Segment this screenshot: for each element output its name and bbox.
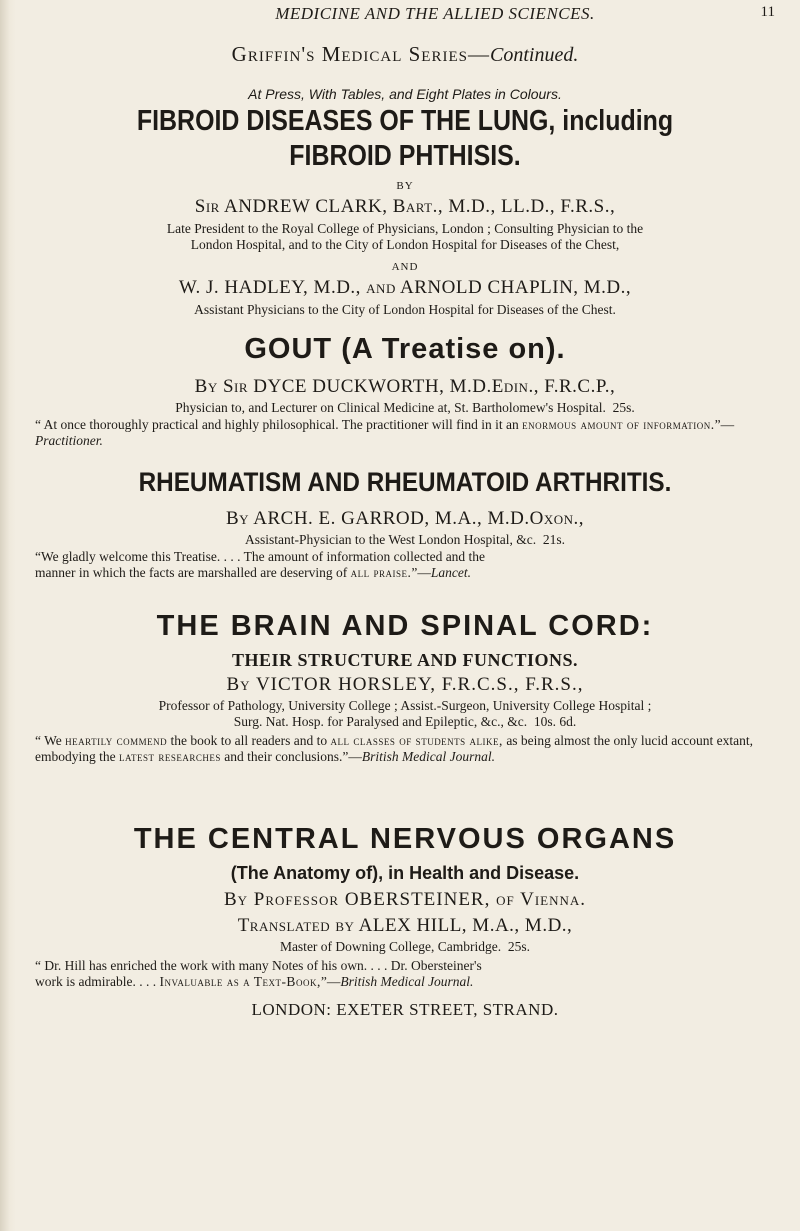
book-title-fibroid <box>87 104 723 174</box>
and-label: AND <box>391 261 419 273</box>
review-rheumatism: “We gladly welcome this Treatise. . . . The amount of information collected and the manner in which the facts are marshalled are deserving of all praise.”—Lancet. <box>35 549 486 580</box>
series-heading: Griffin's Medical Series—Continued. <box>231 42 579 66</box>
author-clark-desc: Late President to the Royal College of Physicians, London ; Consulting Physician to the London Hospital, and to the City of London Hospital for Diseases of the Chest, <box>166 221 644 252</box>
review-brain: “ We heartily commend the book to all readers and to all classes of students alike, as being almost the only lucid account extant, embodying the latest researches and their conclusions.”—British Medical Journal. <box>35 733 753 764</box>
book-title-gout: GOUT (A Treatise on). <box>244 333 566 365</box>
author-clark: Sir ANDREW CLARK, Bart., M.D., LL.D., F.R.S., <box>194 196 616 217</box>
author-hadley-chaplin: W. J. HADLEY, M.D., and ARNOLD CHAPLIN, M.D., <box>178 277 632 298</box>
book-title-rheumatism: RHEUMATISM AND RHEUMATOID ARTHRITIS. <box>138 467 672 497</box>
series-title: Griffin's Medical Series <box>231 42 468 66</box>
running-head-title: MEDICINE AND THE ALLIED SCIENCES. <box>275 4 595 23</box>
review-source-lancet: Lancet. <box>430 565 472 580</box>
author-hadley-desc: Assistant Physicians to the City of London Hospital for Diseases of the Chest. <box>194 302 616 317</box>
book-title-fibroid-line1: FIBROID DISEASES OF THE LUNG, including <box>136 105 674 137</box>
book-title-brain: THE BRAIN AND SPINAL CORD: <box>156 610 654 642</box>
author-garrod-desc: Assistant-Physician to the West London Hospital, &c. 21s. <box>244 532 566 547</box>
running-head <box>35 4 775 26</box>
review-source-bmj-2: British Medical Journal. <box>340 974 474 989</box>
book-title-cns: THE CENTRAL NERVOUS ORGANS <box>133 823 677 855</box>
price-gout: 25s. <box>612 400 635 415</box>
author-garrod: By ARCH. E. GARROD, M.A., M.D.Oxon., <box>225 508 584 529</box>
price-brain: 10s. 6d. <box>533 714 577 729</box>
book-title-fibroid-line2: FIBROID PHTHISIS. <box>289 140 521 172</box>
author-obersteiner: By Professor OBERSTEINER, of Vienna. <box>223 889 587 910</box>
by-label: BY <box>396 180 414 192</box>
series-continued: Continued. <box>489 44 579 66</box>
review-cns: “ Dr. Hill has enriched the work with many Notes of his own. . . . Dr. Obersteiner's work is admirable. . . . Invaluable as a Text-Book,”—British Medical Journal. <box>35 958 482 989</box>
page-number: 11 <box>760 4 775 20</box>
translator-hill: Translated by ALEX HILL, M.A., M.D., <box>237 915 573 936</box>
press-note: At Press, With Tables, and Eight Plates in Colours. <box>248 86 562 102</box>
author-duckworth-desc: Physician to, and Lecturer on Clinical Medicine at, St. Bartholomew's Hospital. 25s. <box>175 400 635 415</box>
page-edge-shadow <box>0 0 16 1231</box>
price-rheumatism: 21s. <box>542 532 566 547</box>
price-cns: 25s. <box>507 939 531 954</box>
review-source-practitioner: Practitioner. <box>35 433 103 448</box>
author-horsley-desc: Professor of Pathology, University College ; Assist.-Surgeon, University College Hospital ; Surg. Nat. Hosp. for Paralysed and Epileptic, &c., &c. 10s. 6d. <box>158 698 652 729</box>
book-subtitle-brain: THEIR STRUCTURE AND FUNCTIONS. <box>231 650 579 670</box>
review-source-bmj: British Medical Journal. <box>361 749 495 764</box>
author-duckworth: By Sir DYCE DUCKWORTH, M.D.Edin., F.R.C.P., <box>194 376 616 397</box>
footer-imprint: LONDON: EXETER STREET, STRAND. <box>251 1000 559 1019</box>
translator-hill-desc: Master of Downing College, Cambridge. 25s. <box>279 939 531 954</box>
review-gout: “ At once thoroughly practical and highly philosophical. The practitioner will find in it an enormous amount of information.”—Practitioner. <box>35 417 735 448</box>
book-subtitle-cns: (The Anatomy of), in Health and Disease. <box>230 863 580 883</box>
author-horsley: By VICTOR HORSLEY, F.R.C.S., F.R.S., <box>226 674 584 695</box>
